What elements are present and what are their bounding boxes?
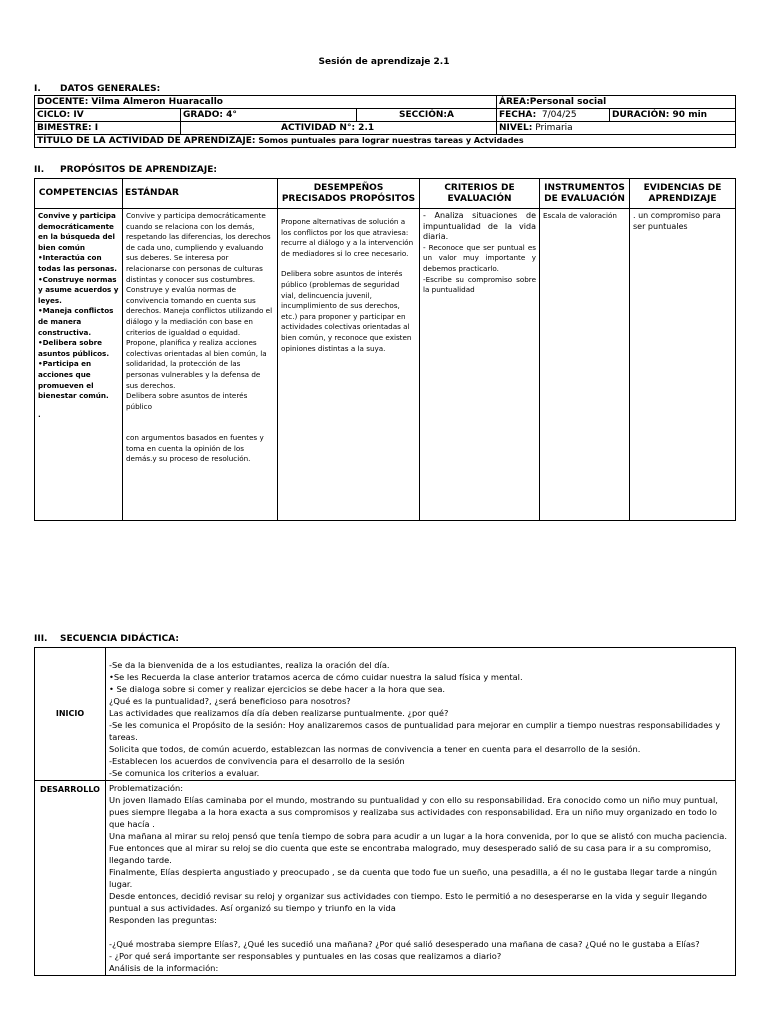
grade-cell: GRADO: 4° [181, 109, 357, 122]
desarrollo-content [106, 781, 736, 976]
level-label: NIVEL: [499, 123, 533, 133]
desarrollo-line: Un joven llamado Elías caminaba por el mundo, mostrando su puntualidad y con ello su responsabilidad. Era conocido como un niño muy puntual, pues siempre llegaba a la hora exacta a sus compromisos y realizaba sus actividades con responsabilidad. Era un niño muy organizado en todo lo que hacía . [109, 795, 718, 829]
date-cell [497, 109, 610, 122]
activity-title-cell [35, 135, 736, 148]
criterio-item: - Reconoce que ser puntual es un valor muy importante y debemos practicarlo. [423, 242, 536, 273]
purposes-body-row [35, 209, 736, 521]
desempenos-cell [278, 209, 420, 521]
desarrollo-line: Desde entonces, decidió revisar su reloj y organizar sus actividades con tiempo. Esto le permitió a no desesperarse en la vida y seguir llegando puntual a sus actividades. Así organizó su tiempo y triunfo en la vida [109, 891, 707, 913]
header-evidencias: EVIDENCIAS DE APRENDIZAJE [630, 179, 736, 209]
section-propositos [34, 165, 217, 175]
estandar-text: Delibera sobre asuntos de interés público [126, 391, 248, 411]
inicio-line: Las actividades que realizamos día día deben realizarse puntualmente. ¿por qué? [109, 708, 449, 718]
date-label: FECHA: [499, 110, 537, 120]
desarrollo-line: Fue entonces que al mirar su reloj se dio cuenta que este se encontraba malogrado, muy desesperado salió de su casa para ir a su compromiso, llegando tarde. [109, 843, 712, 865]
evidencias-cell: . un compromiso para ser puntuales [630, 209, 736, 521]
inicio-line: -Se comunica los criterios a evaluar. [109, 768, 260, 778]
purposes-table [34, 178, 736, 521]
duration-cell: DURACIÓN: 90 min [610, 109, 736, 122]
section-title: SECUENCIA DIDÁCTICA: [60, 634, 179, 644]
section-cell: SECCIÓN:A [357, 109, 497, 122]
activity-number-cell: ACTIVIDAD N°: 2.1 [181, 122, 497, 135]
desarrollo-line: - ¿Por qué será importante ser responsables y puntuales en las cosas que realizamos a diario? [109, 951, 502, 961]
estandar-text: con argumentos basados en fuentes y toma en cuenta la opinión de los demás.y su proceso de resolución. [126, 433, 264, 464]
estandar-text: de cada uno, cumpliendo y evaluando sus deberes. Se interesa por relacionarse con personas de culturas distintas y conocer sus costumbres. Construye y evalúa normas de convivencia tomando en cuenta sus derechos. Maneja conflictos utilizando el diálogo y la mediación con base en criterios de igualdad o equidad. Propone, planifica y realiza acciones colectivas orientadas al bien común, la solidaridad, la protección de las personas vulnerables y la defensa de sus derechos. [126, 242, 273, 390]
section-title: DATOS GENERALES: [60, 84, 161, 94]
competencias-cell [35, 209, 123, 521]
inicio-line: Solicita que todos, de común acuerdo, establezcan las normas de convivencia a tener en cuenta para el desarrollo de la sesión. [109, 744, 641, 754]
header-competencias: COMPETENCIAS [35, 179, 123, 209]
date-value: 7/04/25 [541, 110, 577, 120]
criterio-item: -Escribe su compromiso sobre la puntualidad [423, 274, 536, 295]
activity-title-label: TÍTULO DE LA ACTIVIDAD DE APRENDIZAJE: [37, 136, 256, 146]
competencia-item: •Delibera sobre asuntos públicos. [38, 338, 110, 358]
section-number: III. [34, 634, 48, 644]
section-secuencia [34, 634, 179, 644]
desarrollo-line: Responden las preguntas: [109, 915, 217, 925]
sequence-table [34, 647, 736, 976]
desarrollo-line: -¿Qué mostraba siempre Elías?, ¿Qué les sucedió una mañana? ¿Por qué salió desesperado una mañana de casa? ¿Qué no le gustaba a Elías? [109, 939, 700, 949]
desempeno-text: Propone alternativas de solución a los conflictos por los que atraviesa: recurre al diálogo y a la intervención de mediadores si lo cree necesario. [281, 217, 414, 258]
inicio-content [106, 648, 736, 781]
inicio-line: -Se da la bienvenida de a los estudiantes, realiza la oración del día. [109, 660, 390, 670]
teacher-cell: DOCENTE: Vilma Almeron Huaracallo [35, 96, 497, 109]
area-cell: ÁREA:Personal social [497, 96, 736, 109]
section-number: I. [34, 84, 41, 94]
inicio-row [35, 648, 736, 781]
section-datos-generales [34, 84, 160, 94]
desarrollo-line [109, 926, 732, 938]
inicio-line: -Se les comunica el Propósito de la sesión: Hoy analizaremos casos de puntualidad para mejorar en cumplir a tiempo nuestras responsabilidades y tareas. [109, 720, 721, 742]
header-desempenos: DESEMPEÑOS PRECISADOS PROPÓSITOS [278, 179, 420, 209]
header-estandar: ESTÁNDAR [123, 179, 278, 209]
level-value: Primaria [535, 123, 573, 133]
section-title: PROPÓSITOS DE APRENDIZAJE: [60, 165, 217, 175]
criterio-item: - Analiza situaciones de impuntualidad de la vida diaria. [423, 211, 536, 242]
competencia-item: •Construye normas y asume acuerdos y leyes. [38, 274, 119, 305]
desarrollo-label: DESARROLLO [35, 781, 106, 976]
general-data-table [34, 95, 736, 148]
competencia-item: •Interactúa con todas las personas. [38, 253, 117, 273]
activity-title-value: Somos puntuales para lograr nuestras tareas y Actvidades [258, 136, 524, 145]
competencia-item: Convive y participa democráticamente en la búsqueda del bien común [38, 211, 116, 252]
competencia-item: •Maneja conflictos de manera constructiva. [38, 306, 114, 337]
purposes-header-row [35, 179, 736, 209]
competencia-item: . [38, 409, 41, 419]
desarrollo-row [35, 781, 736, 976]
inicio-line: • Se dialoga sobre si comer y realizar ejercicios se debe hacer a la hora que sea. [109, 684, 446, 694]
inicio-line: -Establecen los acuerdos de convivencia para el desarrollo de la sesión [109, 756, 405, 766]
bimester-cell: BIMESTRE: I [35, 122, 181, 135]
desarrollo-line: Análisis de la información: [109, 963, 219, 973]
header-criterios: CRITERIOS DE EVALUACIÓN [420, 179, 540, 209]
desarrollo-line: Problematización: [109, 783, 183, 793]
competencia-item: •Participa en acciones que promueven el bienestar común. [38, 359, 109, 401]
inicio-line: ¿Qué es la puntualidad?, ¿será beneficioso para nosotros? [109, 696, 351, 706]
estandar-text: Convive y participa democráticamente cuando se relaciona con los demás, respetando las diferencias, los derechos [126, 211, 271, 242]
inicio-line: •Se les Recuerda la clase anterior tratamos acerca de cómo cuidar nuestra la salud física y mental. [109, 672, 523, 682]
desarrollo-line: Finalmente, Elías despierta angustiado y preocupado , se da cuenta que todo fue un sueño, una pesadilla, a él no le gustaba llegar tarde a ningún lugar. [109, 867, 718, 889]
inicio-label: INICIO [35, 648, 106, 781]
header-instrumentos: INSTRUMENTOS DE EVALUACIÓN [540, 179, 630, 209]
instrumentos-cell: Escala de valoración [540, 209, 630, 521]
desarrollo-line: Una mañana al mirar su reloj pensó que tenía tiempo de sobra para acudir a un lugar a la hora convenida, por lo que se alistó con mucha paciencia. [109, 831, 727, 841]
document-title: Sesión de aprendizaje 2.1 [318, 57, 450, 67]
level-cell [497, 122, 736, 135]
estandar-cell [123, 209, 278, 521]
criterios-cell [420, 209, 540, 521]
section-number: II. [34, 165, 45, 175]
desempeno-text: Delibera sobre asuntos de interés público (problemas de seguridad vial, delincuencia juvenil, incumplimiento de sus derechos, etc.) para proponer y participar en actividades colectivas orientadas al bien común, y reconoce que existen opiniones distintas a la suya. [281, 269, 412, 353]
cycle-cell: CICLO: IV [35, 109, 181, 122]
